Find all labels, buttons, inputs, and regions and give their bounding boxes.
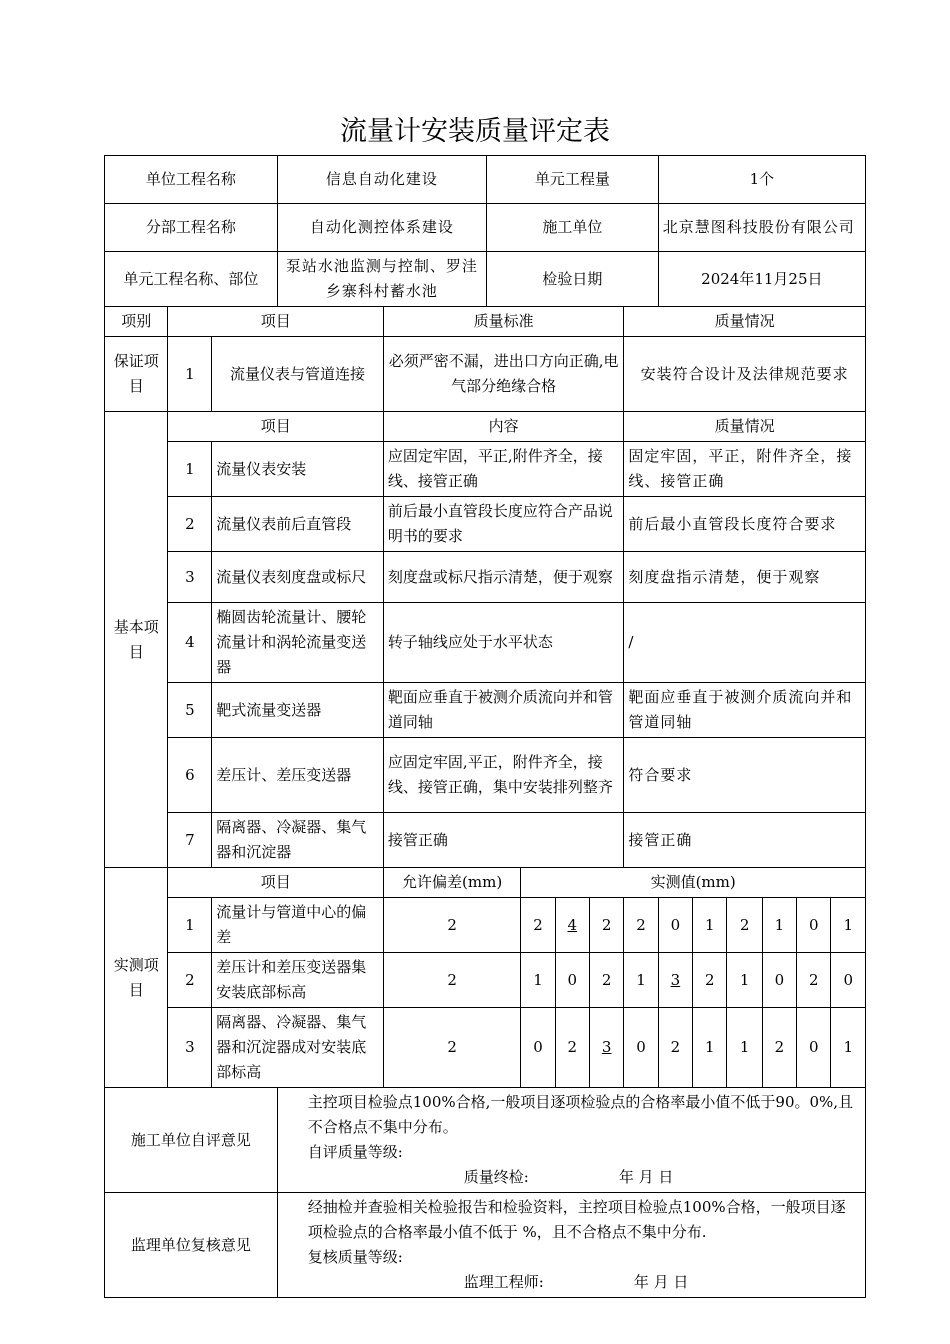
- basic-item: 椭圆齿轮流量计、腰轮流量计和涡轮流量变送器: [212, 603, 384, 683]
- col-standard: 质量标准: [383, 307, 623, 337]
- basic-item: 流量仪表前后直管段: [212, 497, 384, 552]
- unit-qty-value: 1个: [658, 156, 865, 204]
- table-row: [105, 1008, 866, 1088]
- measured-value: 0: [797, 1008, 831, 1088]
- measured-value: 1: [693, 1008, 727, 1088]
- basic-item: 靶式流量变送器: [212, 683, 384, 738]
- measured-label: 实测项目: [105, 868, 168, 1088]
- guarantee-label: 保证项目: [105, 337, 168, 412]
- table-row: [105, 497, 866, 552]
- basic-status: 靶面应垂直于被测介质流向并和管道同轴: [624, 683, 866, 738]
- sub-project-label: 分部工程名称: [105, 204, 278, 252]
- unit-project-label: 单位工程名称: [105, 156, 278, 204]
- measured-value: 1: [693, 898, 727, 953]
- basic-status: 前后最小直管段长度符合要求: [624, 497, 866, 552]
- measured-value: 1: [624, 953, 658, 1008]
- self-eval-sign-label: 质量终检:: [463, 1168, 529, 1186]
- basic-content: 转子轴线应处于水平状态: [383, 603, 623, 683]
- basic-content: 前后最小直管段长度应符合产品说明书的要求: [383, 497, 623, 552]
- basic-label: 基本项目: [105, 412, 168, 868]
- measured-value: 2: [727, 898, 762, 953]
- measured-value: 0: [521, 1008, 555, 1088]
- measured-value: 0: [624, 1008, 658, 1088]
- table-row: [105, 442, 866, 497]
- review-sign-label: 监理工程师:: [463, 1273, 544, 1291]
- quality-table: [104, 155, 866, 1298]
- self-eval-text: 主控项目检验点100%合格,一般项目逐项检验点的合格率最小值不低于90。0%,且不合格点不集中分布。: [307, 1093, 854, 1136]
- measured-value: 0: [762, 953, 796, 1008]
- measured-value: 2: [590, 898, 624, 953]
- measured-value: 2: [762, 1008, 796, 1088]
- measured-value: 0: [658, 898, 692, 953]
- table-row: [105, 813, 866, 868]
- self-eval-sign: [284, 1165, 859, 1190]
- review-sign: [284, 1270, 859, 1295]
- measured-value: 4: [555, 898, 589, 953]
- basic-item: 差压计、差压变送器: [212, 738, 384, 813]
- basic-status: 固定牢固，平正，附件齐全，接线、接管正确: [624, 442, 866, 497]
- measured-value: 1: [831, 898, 866, 953]
- basic-status: /: [624, 603, 866, 683]
- measured-no: 2: [168, 953, 212, 1008]
- guarantee-item: 流量仪表与管道连接: [212, 337, 384, 412]
- review-label: 监理单位复核意见: [105, 1193, 278, 1298]
- self-eval-label: 施工单位自评意见: [105, 1088, 278, 1193]
- table-row: [105, 898, 866, 953]
- measured-value: 2: [590, 953, 624, 1008]
- guarantee-no: 1: [168, 337, 212, 412]
- table-row: [105, 683, 866, 738]
- col-category: 项别: [105, 307, 168, 337]
- basic-content: 靶面应垂直于被测介质流向并和管道同轴: [383, 683, 623, 738]
- review-grade: 复核质量等级:: [307, 1248, 403, 1266]
- measured-value: 2: [797, 953, 831, 1008]
- inspect-date-label: 检验日期: [486, 252, 658, 307]
- basic-no: 5: [168, 683, 212, 738]
- measured-value: 2: [521, 898, 555, 953]
- measured-value: 2: [658, 1008, 692, 1088]
- review-date: 年 月 日: [633, 1273, 689, 1291]
- unit-name-label: 单元工程名称、部位: [105, 252, 278, 307]
- measured-value: 1: [727, 1008, 762, 1088]
- basic-status: 刻度盘指示清楚，便于观察: [624, 552, 866, 603]
- table-row: [105, 953, 866, 1008]
- basic-status: 符合要求: [624, 738, 866, 813]
- measured-value: 2: [693, 953, 727, 1008]
- review-text: 经抽检并查验相关检验报告和检验资料，主控项目检验点100%合格，一般项目逐项检验点的合格率最小值不低于 %，且不合格点不集中分布.: [307, 1198, 846, 1241]
- measured-no: 1: [168, 898, 212, 953]
- measured-value: 0: [797, 898, 831, 953]
- table-row: [105, 603, 866, 683]
- col-status: 质量情况: [624, 307, 866, 337]
- review-box: [277, 1193, 865, 1298]
- measured-value: 1: [521, 953, 555, 1008]
- measured-value: 1: [727, 953, 762, 1008]
- basic-no: 3: [168, 552, 212, 603]
- constructor-label: 施工单位: [486, 204, 658, 252]
- measured-value: 3: [658, 953, 692, 1008]
- guarantee-standard: 必须严密不漏，进出口方向正确,电气部分绝缘合格: [383, 337, 623, 412]
- constructor-value: 北京慧图科技股份有限公司: [658, 204, 865, 252]
- basic-no: 4: [168, 603, 212, 683]
- sub-project-value: 自动化测控体系建设: [277, 204, 486, 252]
- table-row: [105, 738, 866, 813]
- measured-head-tol: 允许偏差(mm): [383, 868, 520, 898]
- measured-value: 0: [831, 953, 866, 1008]
- basic-content: 刻度盘或标尺指示清楚，便于观察: [383, 552, 623, 603]
- col-item: 项目: [168, 307, 383, 337]
- measured-item: 差压计和差压变送器集安装底部标高: [212, 953, 384, 1008]
- unit-name-value: 泵站水池监测与控制、罗洼乡寨科村蓄水池: [277, 252, 486, 307]
- table-row: [105, 552, 866, 603]
- basic-item: 流量仪表刻度盘或标尺: [212, 552, 384, 603]
- basic-status: 接管正确: [624, 813, 866, 868]
- measured-value: 3: [590, 1008, 624, 1088]
- measured-tol: 2: [383, 953, 520, 1008]
- self-eval-grade: 自评质量等级:: [307, 1143, 403, 1161]
- basic-item: 隔离器、冷凝器、集气器和沉淀器: [212, 813, 384, 868]
- measured-value: 1: [762, 898, 796, 953]
- basic-no: 7: [168, 813, 212, 868]
- measured-tol: 2: [383, 898, 520, 953]
- measured-value: 0: [555, 953, 589, 1008]
- basic-content: 接管正确: [383, 813, 623, 868]
- basic-head-item: 项目: [168, 412, 383, 442]
- basic-head-status: 质量情况: [624, 412, 866, 442]
- basic-content: 应固定牢固,平正，附件齐全，接线、接管正确，集中安装排列整齐: [383, 738, 623, 813]
- basic-head-content: 内容: [383, 412, 623, 442]
- basic-no: 1: [168, 442, 212, 497]
- measured-tol: 2: [383, 1008, 520, 1088]
- measured-item: 隔离器、冷凝器、集气器和沉淀器成对安装底部标高: [212, 1008, 384, 1088]
- self-eval-box: [277, 1088, 865, 1193]
- basic-no: 6: [168, 738, 212, 813]
- inspect-date-value: 2024年11月25日: [658, 252, 865, 307]
- basic-content: 应固定牢固，平正,附件齐全，接线、接管正确: [383, 442, 623, 497]
- basic-no: 2: [168, 497, 212, 552]
- self-eval-date: 年 月 日: [618, 1168, 674, 1186]
- measured-head-values: 实测值(mm): [521, 868, 866, 898]
- measured-value: 2: [624, 898, 658, 953]
- form-title: 流量计安装质量评定表: [340, 116, 610, 147]
- unit-qty-label: 单元工程量: [486, 156, 658, 204]
- measured-head-item: 项目: [168, 868, 383, 898]
- unit-project-value: 信息自动化建设: [277, 156, 486, 204]
- basic-item: 流量仪表安装: [212, 442, 384, 497]
- measured-value: 1: [831, 1008, 866, 1088]
- measured-value: 2: [555, 1008, 589, 1088]
- guarantee-status: 安装符合设计及法律规范要求: [624, 337, 866, 412]
- measured-item: 流量计与管道中心的偏差: [212, 898, 384, 953]
- measured-no: 3: [168, 1008, 212, 1088]
